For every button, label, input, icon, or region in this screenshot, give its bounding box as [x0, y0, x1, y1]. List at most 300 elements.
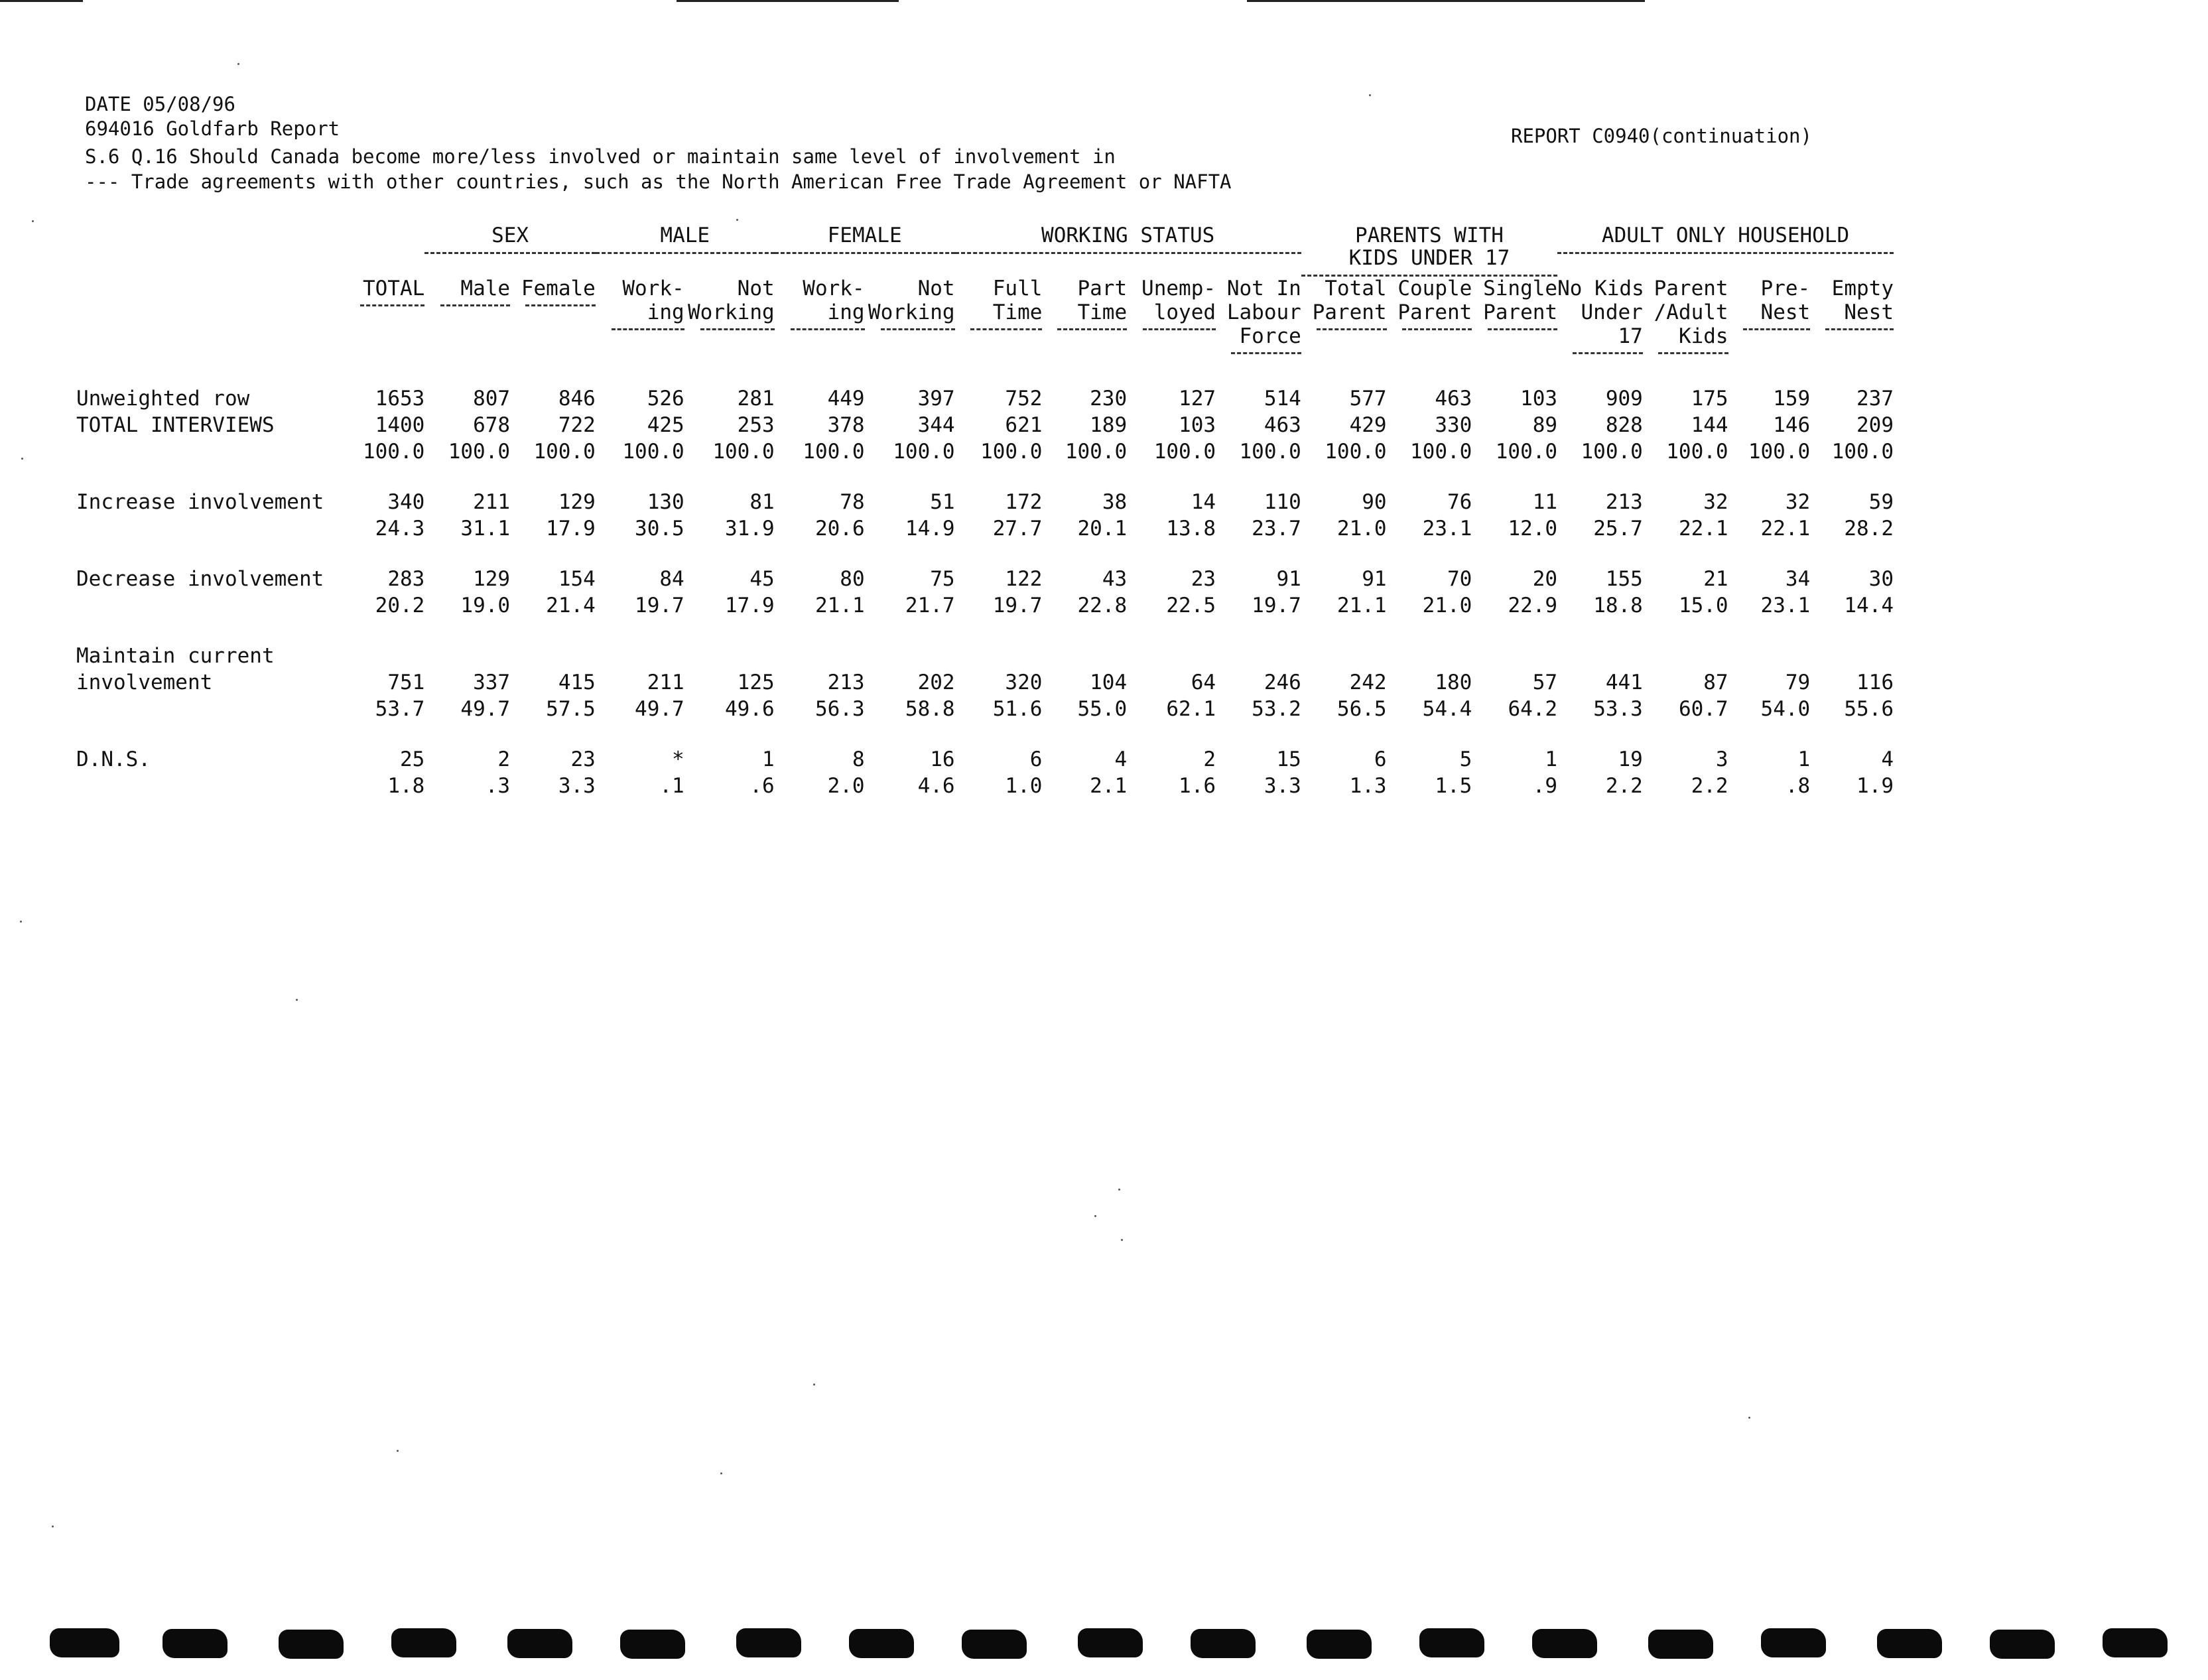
table-cell: 100.0: [1153, 440, 1216, 464]
group-header-label: PARENTS WITH KIDS UNDER 17: [1348, 224, 1510, 270]
column-underline: [360, 304, 424, 306]
column-header: [1216, 277, 1301, 376]
column-underline: [1743, 328, 1810, 330]
row-gap-cell: [76, 722, 1894, 746]
table-row: [76, 412, 1894, 438]
column-header-row: [76, 277, 1894, 376]
table-cell: 21: [1703, 567, 1728, 591]
punch-mark: [1307, 1630, 1372, 1659]
question-text: S.6 Q.16 Should Canada become more/less involved or maintain same level of involvement in: [85, 145, 1116, 168]
punch-mark: [391, 1628, 456, 1657]
table-row: [76, 566, 1894, 592]
table-cell: 19.7: [1252, 594, 1301, 617]
table-cell: 20.6: [814, 517, 865, 541]
table-cell: 23.1: [1422, 517, 1472, 541]
column-underline: [881, 328, 954, 330]
table-cell: [1472, 643, 1557, 669]
table-cell: 31.9: [725, 517, 775, 541]
table-cell: 43: [1102, 567, 1128, 591]
row-label: [76, 438, 346, 465]
group-header: [424, 224, 596, 277]
table-cell: [865, 643, 955, 669]
column-header-label: Not Working: [688, 277, 775, 324]
table-cell: 1.0: [1005, 774, 1043, 798]
table-cell: 31.1: [460, 517, 511, 541]
table-cell: 100.0: [448, 440, 511, 464]
table-cell: 116: [1856, 671, 1894, 694]
punch-mark: [162, 1629, 227, 1658]
table-cell: 21.0: [1336, 517, 1387, 541]
table-cell: 1: [1797, 747, 1811, 771]
column-header: [1127, 277, 1216, 376]
table-cell: 45: [749, 567, 775, 591]
scan-speck: [237, 63, 239, 65]
table-cell: [1557, 643, 1643, 669]
group-header-label: ADULT ONLY HOUSEHOLD: [1601, 224, 1850, 247]
table-cell: 1.5: [1435, 774, 1472, 798]
column-underline: [1488, 328, 1558, 330]
table-cell: 807: [473, 387, 511, 411]
table-cell: 30: [1868, 567, 1894, 591]
table-cell: 722: [558, 413, 596, 437]
column-header-label: TOTAL: [362, 277, 425, 300]
table-cell: 283: [387, 567, 425, 591]
table-cell: 100.0: [1831, 440, 1894, 464]
table-cell: 80: [840, 567, 865, 591]
punch-mark: [1078, 1628, 1143, 1657]
table-row: [76, 515, 1894, 542]
punch-mark: [279, 1630, 344, 1659]
column-header-label: Male: [460, 277, 511, 300]
table-row: [76, 696, 1894, 722]
column-header: [1810, 277, 1894, 376]
table-cell: 57.5: [546, 697, 596, 721]
row-label: Maintain current: [76, 644, 275, 668]
table-cell: [1643, 643, 1728, 669]
table-cell: 5: [1459, 747, 1472, 771]
table-cell: 1.8: [387, 774, 425, 798]
table-cell: 53.2: [1252, 697, 1301, 721]
table-cell: 100.0: [1065, 440, 1128, 464]
column-underline: [525, 304, 596, 306]
column-underline: [1143, 328, 1216, 330]
table-cell: 21.7: [905, 594, 955, 617]
column-header-label: No Kids Under 17: [1557, 277, 1644, 348]
table-cell: 14.9: [905, 517, 955, 541]
table-cell: 202: [917, 671, 955, 694]
top-edge-line-middle: [677, 0, 899, 2]
table-cell: 246: [1264, 671, 1301, 694]
table-cell: 4: [1114, 747, 1128, 771]
table-cell: 76: [1447, 490, 1472, 514]
table-cell: 463: [1435, 387, 1472, 411]
column-header: [510, 277, 596, 376]
table-cell: 53.7: [375, 697, 425, 721]
table-cell: 32: [1785, 490, 1811, 514]
table-cell: [596, 643, 684, 669]
table-cell: 8: [852, 747, 865, 771]
group-underline: [424, 252, 596, 254]
table-cell: 91: [1276, 567, 1301, 591]
table-cell: 1400: [375, 413, 425, 437]
report-id: REPORT C0940(continuation): [1511, 125, 1812, 147]
table-cell: 1: [761, 747, 775, 771]
table-cell: 100.0: [1410, 440, 1472, 464]
group-underline: [775, 252, 955, 254]
table-cell: 337: [473, 671, 511, 694]
table-cell: 237: [1856, 387, 1894, 411]
table-cell: 78: [840, 490, 865, 514]
table-cell: 100.0: [893, 440, 955, 464]
group-header: [775, 224, 955, 277]
scan-speck: [296, 999, 298, 1001]
table-cell: .1: [659, 774, 684, 798]
row-label: Unweighted row: [76, 387, 250, 411]
table-cell: 2: [497, 747, 511, 771]
table-cell: 2.1: [1090, 774, 1128, 798]
table-cell: 104: [1090, 671, 1128, 694]
table-cell: 70: [1447, 567, 1472, 591]
punch-mark: [849, 1629, 914, 1658]
row-gap-cell: [76, 465, 1894, 489]
table-cell: .3: [485, 774, 511, 798]
table-cell: [1216, 643, 1301, 669]
table-cell: 14: [1191, 490, 1216, 514]
table-cell: 54.0: [1760, 697, 1811, 721]
column-header: [1728, 277, 1811, 376]
table-cell: 59: [1868, 490, 1894, 514]
group-underline: [955, 252, 1301, 254]
table-cell: 526: [647, 387, 684, 411]
table-cell: 62.1: [1166, 697, 1216, 721]
table-cell: 213: [1605, 490, 1643, 514]
table-cell: 87: [1703, 671, 1728, 694]
table-cell: 230: [1090, 387, 1128, 411]
table-cell: 32: [1703, 490, 1728, 514]
table-row: [76, 669, 1894, 696]
table-cell: 129: [558, 490, 596, 514]
table-cell: 100.0: [803, 440, 865, 464]
group-header-label: WORKING STATUS: [1041, 224, 1215, 247]
table-cell: 21.1: [814, 594, 865, 617]
header-spacer: [76, 376, 1894, 385]
column-underline: [1573, 352, 1643, 354]
table-row: [76, 746, 1894, 773]
punch-mark: [736, 1628, 801, 1657]
column-header-label: Single Parent: [1483, 277, 1558, 324]
row-gap: [76, 722, 1894, 746]
punch-mark: [1419, 1628, 1484, 1657]
table-cell: 909: [1605, 387, 1643, 411]
table-cell: 15: [1276, 747, 1301, 771]
table-cell: 441: [1605, 671, 1643, 694]
table-cell: 81: [749, 490, 775, 514]
column-underline: [791, 328, 864, 330]
scan-speck: [720, 1472, 722, 1474]
table-cell: 100.0: [1581, 440, 1643, 464]
top-edge-line-left: [0, 0, 83, 2]
column-header: [955, 277, 1043, 376]
column-header: [596, 277, 684, 376]
table-cell: 60.7: [1678, 697, 1728, 721]
scan-speck: [1121, 1239, 1123, 1241]
row-gap: [76, 542, 1894, 566]
column-underline: [1658, 352, 1728, 354]
table-cell: 84: [659, 567, 684, 591]
column-header: [775, 277, 865, 376]
table-cell: 449: [827, 387, 865, 411]
table-cell: 159: [1773, 387, 1811, 411]
row-label: involvement: [76, 671, 213, 694]
table-cell: 189: [1090, 413, 1128, 437]
table-cell: 13.8: [1166, 517, 1216, 541]
table-cell: .8: [1785, 774, 1811, 798]
table-cell: 17.9: [546, 517, 596, 541]
table-cell: [424, 643, 510, 669]
table-cell: 23: [570, 747, 596, 771]
table-cell: 100.0: [1325, 440, 1387, 464]
group-header-blank: [76, 224, 424, 277]
table-cell: 19.7: [635, 594, 684, 617]
table-cell: 621: [1005, 413, 1043, 437]
table-cell: 23: [1191, 567, 1216, 591]
table-cell: 28.2: [1844, 517, 1894, 541]
column-underline: [1231, 352, 1301, 354]
column-header-label: Total Parent: [1312, 277, 1387, 324]
table-cell: [510, 643, 596, 669]
table-cell: 175: [1691, 387, 1728, 411]
column-header: [1387, 277, 1472, 376]
table-cell: 79: [1785, 671, 1811, 694]
table-cell: 3.3: [1264, 774, 1301, 798]
table-cell: 2.2: [1605, 774, 1643, 798]
table-cell: 146: [1773, 413, 1811, 437]
table-cell: 320: [1005, 671, 1043, 694]
table-cell: 172: [1005, 490, 1043, 514]
table-cell: 514: [1264, 387, 1301, 411]
table-cell: 752: [1005, 387, 1043, 411]
table-cell: 6: [1029, 747, 1043, 771]
header-spacer-cell: [76, 376, 1894, 385]
table-cell: 125: [737, 671, 775, 694]
crosstab-table: [76, 224, 1894, 799]
scan-speck: [21, 458, 23, 460]
scan-speck: [1094, 1215, 1096, 1217]
table-cell: 25: [399, 747, 425, 771]
table-cell: 846: [558, 387, 596, 411]
table-cell: 22.1: [1678, 517, 1728, 541]
column-header-label: Unemp- loyed: [1141, 277, 1216, 324]
table-cell: 56.3: [814, 697, 865, 721]
scan-speck: [813, 1384, 815, 1386]
table-cell: 463: [1264, 413, 1301, 437]
table-cell: 34: [1785, 567, 1811, 591]
top-edge-line-right: [1247, 0, 1645, 2]
column-header-label: Empty Nest: [1831, 277, 1894, 324]
table-cell: 18.8: [1593, 594, 1643, 617]
table-cell: 110: [1264, 490, 1301, 514]
table-cell: 100.0: [622, 440, 684, 464]
punch-mark: [1877, 1629, 1942, 1658]
table-cell: 100.0: [1748, 440, 1811, 464]
column-underline: [700, 328, 774, 330]
scan-speck: [397, 1450, 399, 1452]
table-cell: 127: [1179, 387, 1216, 411]
table-cell: [1301, 643, 1387, 669]
table-cell: 100.0: [980, 440, 1043, 464]
group-header: [955, 224, 1301, 277]
row-label: TOTAL INTERVIEWS: [76, 413, 275, 437]
table-row: [76, 489, 1894, 515]
table-cell: [1728, 643, 1811, 669]
row-label: [76, 515, 346, 542]
column-underline: [440, 304, 511, 306]
column-header-blank: [76, 277, 346, 376]
table-cell: .6: [749, 774, 775, 798]
punch-mark: [1648, 1630, 1713, 1659]
table-cell: 144: [1691, 413, 1728, 437]
column-header: [1042, 277, 1127, 376]
table-cell: 751: [387, 671, 425, 694]
table-cell: [1387, 643, 1472, 669]
table-cell: 22.8: [1077, 594, 1128, 617]
table-cell: 211: [473, 490, 511, 514]
table-cell: 209: [1856, 413, 1894, 437]
punch-mark: [620, 1630, 685, 1659]
column-header-label: Work- ing: [622, 277, 684, 324]
row-gap-cell: [76, 619, 1894, 643]
table-cell: 22.5: [1166, 594, 1216, 617]
column-header: [1557, 277, 1643, 376]
column-header: [684, 277, 775, 376]
table-cell: 20.2: [375, 594, 425, 617]
table-cell: 75: [930, 567, 955, 591]
table-cell: 49.6: [725, 697, 775, 721]
table-cell: 253: [737, 413, 775, 437]
group-header-label: FEMALE: [827, 224, 902, 247]
group-header-label: SEX: [491, 224, 529, 247]
scan-speck: [1369, 94, 1371, 96]
table-cell: 64: [1191, 671, 1216, 694]
table-cell: 678: [473, 413, 511, 437]
table-cell: 22.1: [1760, 517, 1811, 541]
scan-speck: [32, 220, 34, 222]
table-row: [76, 592, 1894, 619]
table-cell: 1: [1545, 747, 1558, 771]
table-cell: 425: [647, 413, 684, 437]
table-cell: 2.0: [827, 774, 865, 798]
table-cell: 577: [1349, 387, 1387, 411]
table-cell: 100.0: [1239, 440, 1301, 464]
table-cell: 51.6: [992, 697, 1043, 721]
report-date: DATE 05/08/96: [85, 93, 235, 115]
column-header-label: Pre- Nest: [1760, 277, 1811, 324]
table-cell: 23.7: [1252, 517, 1301, 541]
column-header: [1643, 277, 1728, 376]
table-cell: 2.2: [1691, 774, 1728, 798]
table-cell: 17.9: [725, 594, 775, 617]
table-cell: 64.2: [1508, 697, 1558, 721]
punch-mark: [1532, 1629, 1597, 1658]
column-underline: [1057, 328, 1127, 330]
group-header: [1301, 224, 1557, 277]
table-cell: 25.7: [1593, 517, 1643, 541]
table-cell: [775, 643, 865, 669]
column-header-label: Work- ing: [803, 277, 865, 324]
table-cell: 1.9: [1856, 774, 1894, 798]
row-label: [76, 696, 346, 722]
table-cell: 211: [647, 671, 684, 694]
column-header-label: Not Working: [868, 277, 955, 324]
table-row: [76, 385, 1894, 412]
group-header: [596, 224, 775, 277]
table-cell: 57: [1532, 671, 1558, 694]
table-cell: [1810, 643, 1894, 669]
column-underline: [1825, 328, 1894, 330]
table-cell: 429: [1349, 413, 1387, 437]
table-cell: 19: [1618, 747, 1643, 771]
table-cell: 21.4: [546, 594, 596, 617]
table-cell: *: [672, 747, 684, 771]
table-cell: 19.0: [460, 594, 511, 617]
table-cell: 21.0: [1422, 594, 1472, 617]
table-cell: 1653: [375, 387, 425, 411]
table-cell: 828: [1605, 413, 1643, 437]
row-label: [76, 592, 346, 619]
column-header: [1472, 277, 1557, 376]
table-cell: 27.7: [992, 517, 1043, 541]
table-cell: 242: [1349, 671, 1387, 694]
column-underline: [970, 328, 1042, 330]
table-cell: 16: [930, 747, 955, 771]
table-cell: [955, 643, 1043, 669]
table-cell: .9: [1532, 774, 1558, 798]
table-cell: 180: [1435, 671, 1472, 694]
row-gap: [76, 465, 1894, 489]
table-cell: 378: [827, 413, 865, 437]
table-cell: 56.5: [1336, 697, 1387, 721]
scan-speck: [1118, 1189, 1120, 1191]
table-cell: 21.1: [1336, 594, 1387, 617]
table-cell: 15.0: [1678, 594, 1728, 617]
table-cell: 3.3: [558, 774, 596, 798]
table-cell: 58.8: [905, 697, 955, 721]
table-cell: 49.7: [635, 697, 684, 721]
table-cell: 100.0: [362, 440, 425, 464]
column-header-label: Full Time: [992, 277, 1043, 324]
table-cell: 100.0: [1495, 440, 1558, 464]
column-header-label: Part Time: [1077, 277, 1128, 324]
report-project: 694016 Goldfarb Report: [85, 117, 340, 140]
table-cell: 4: [1881, 747, 1894, 771]
table-cell: 23.1: [1760, 594, 1811, 617]
table-cell: [1042, 643, 1127, 669]
table-cell: 11: [1532, 490, 1558, 514]
table-cell: 30.5: [635, 517, 684, 541]
table-cell: 54.4: [1422, 697, 1472, 721]
table-cell: 122: [1005, 567, 1043, 591]
table-cell: 38: [1102, 490, 1128, 514]
column-underline: [612, 328, 684, 330]
table-cell: 1.3: [1349, 774, 1387, 798]
table-cell: 340: [387, 490, 425, 514]
table-cell: 12.0: [1508, 517, 1558, 541]
table-cell: 20: [1532, 567, 1558, 591]
table-cell: 14.4: [1844, 594, 1894, 617]
column-header: [1301, 277, 1387, 376]
punch-mark: [1761, 1628, 1826, 1657]
group-header-row: [76, 224, 1894, 277]
